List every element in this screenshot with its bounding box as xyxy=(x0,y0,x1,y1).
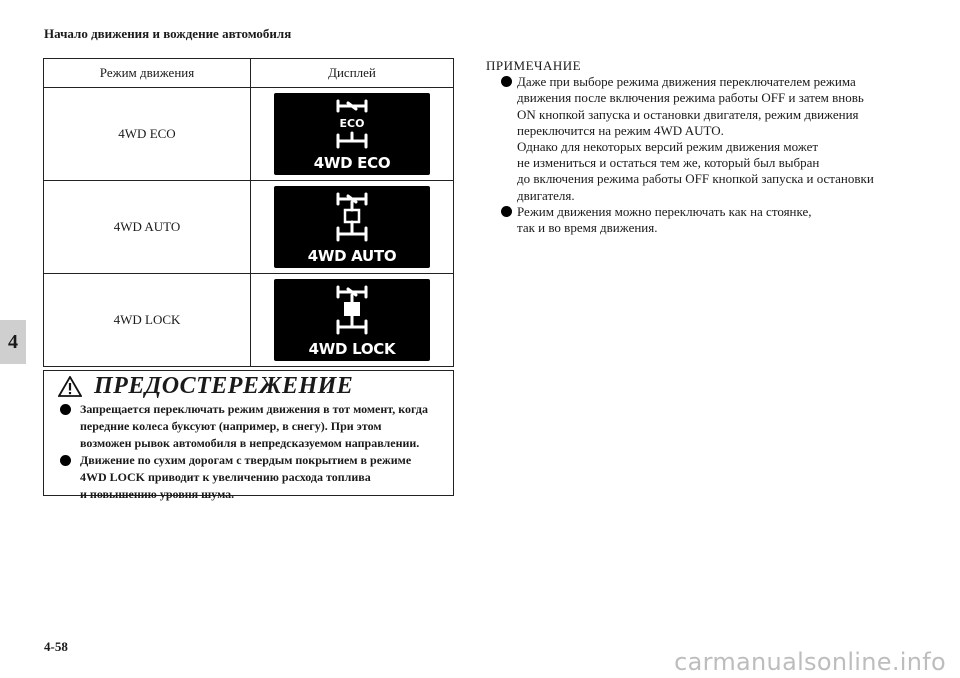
mode-name: 4WD LOCK xyxy=(44,274,251,367)
warning-item xyxy=(60,401,453,452)
note-list xyxy=(486,74,926,236)
warning-line: Запрещается переключать режим движения в тот момент, когда xyxy=(80,402,428,416)
4wd-lock-indicator-icon xyxy=(330,283,374,337)
warning-triangle-icon xyxy=(58,376,82,397)
warning-box xyxy=(43,370,454,501)
column-header-display: Дисплей xyxy=(251,59,454,88)
note-line: Даже при выборе режима движения переключателем режима xyxy=(517,74,856,90)
display-cell xyxy=(251,181,454,274)
table-header-row xyxy=(44,59,454,88)
bullet-icon xyxy=(60,404,71,415)
display-panel xyxy=(274,93,430,175)
note-title: ПРИМЕЧАНИЕ xyxy=(486,58,582,73)
display-panel xyxy=(274,279,430,361)
mode-name: 4WD AUTO xyxy=(44,181,251,274)
note-item xyxy=(486,74,926,204)
page-number: 4-58 xyxy=(44,639,68,654)
note-line: переключится на режим 4WD AUTO. xyxy=(517,122,724,138)
table-row xyxy=(44,274,454,367)
warning-list xyxy=(44,401,453,503)
bullet-icon xyxy=(60,455,71,466)
drive-mode-table xyxy=(43,58,454,367)
note-line: движения после включения режима работы OFF и затем вновь xyxy=(517,90,864,106)
warning-line: возможен рывок автомобиля в непредсказуемом направлении. xyxy=(80,436,420,450)
warning-line: и повышению уровня шума. xyxy=(80,487,235,501)
mode-name: 4WD ECO xyxy=(44,88,251,181)
display-cell xyxy=(251,274,454,367)
note-line: ON кнопкой запуска и остановки двигателя, режим движения xyxy=(517,106,859,122)
note-section xyxy=(486,58,926,236)
4wd-auto-indicator-icon xyxy=(330,190,374,244)
bullet-icon xyxy=(501,76,512,87)
note-item xyxy=(486,204,926,236)
warning-line: передние колеса буксуют (например, в снегу). При этом xyxy=(80,419,382,433)
note-line: не измениться и остаться тем же, который был выбран xyxy=(517,155,820,171)
4wd-eco-indicator-icon xyxy=(330,97,374,151)
bullet-icon xyxy=(501,206,512,217)
eco-text: ECO xyxy=(339,116,365,130)
note-line: двигателя. xyxy=(517,187,575,203)
table-row xyxy=(44,88,454,181)
table-row xyxy=(44,181,454,274)
warning-header xyxy=(44,371,453,401)
note-line: Режим движения можно переключать как на стоянке, xyxy=(517,203,812,219)
display-panel xyxy=(274,186,430,268)
display-cell xyxy=(251,88,454,181)
display-label: 4WD ECO xyxy=(313,153,391,172)
note-line: Однако для некоторых версий режим движения может xyxy=(517,139,819,155)
warning-title: ПРЕДОСТЕРЕЖЕНИЕ xyxy=(94,372,354,399)
display-label: 4WD AUTO xyxy=(307,246,397,265)
chapter-tab: 4 xyxy=(0,320,26,364)
warning-line: Движение по сухим дорогам с твердым покрытием в режиме xyxy=(80,453,412,467)
display-label: 4WD LOCK xyxy=(308,339,396,358)
column-header-mode: Режим движения xyxy=(44,59,251,88)
note-line: до включения режима работы OFF кнопкой запуска и остановки xyxy=(517,171,874,187)
note-line: так и во время движения. xyxy=(517,220,658,236)
warning-item xyxy=(60,452,453,503)
section-header: Начало движения и вождение автомобиля xyxy=(44,26,292,41)
watermark: carmanualsonline.info xyxy=(674,648,946,676)
warning-line: 4WD LOCK приводит к увеличению расхода топлива xyxy=(80,470,371,484)
